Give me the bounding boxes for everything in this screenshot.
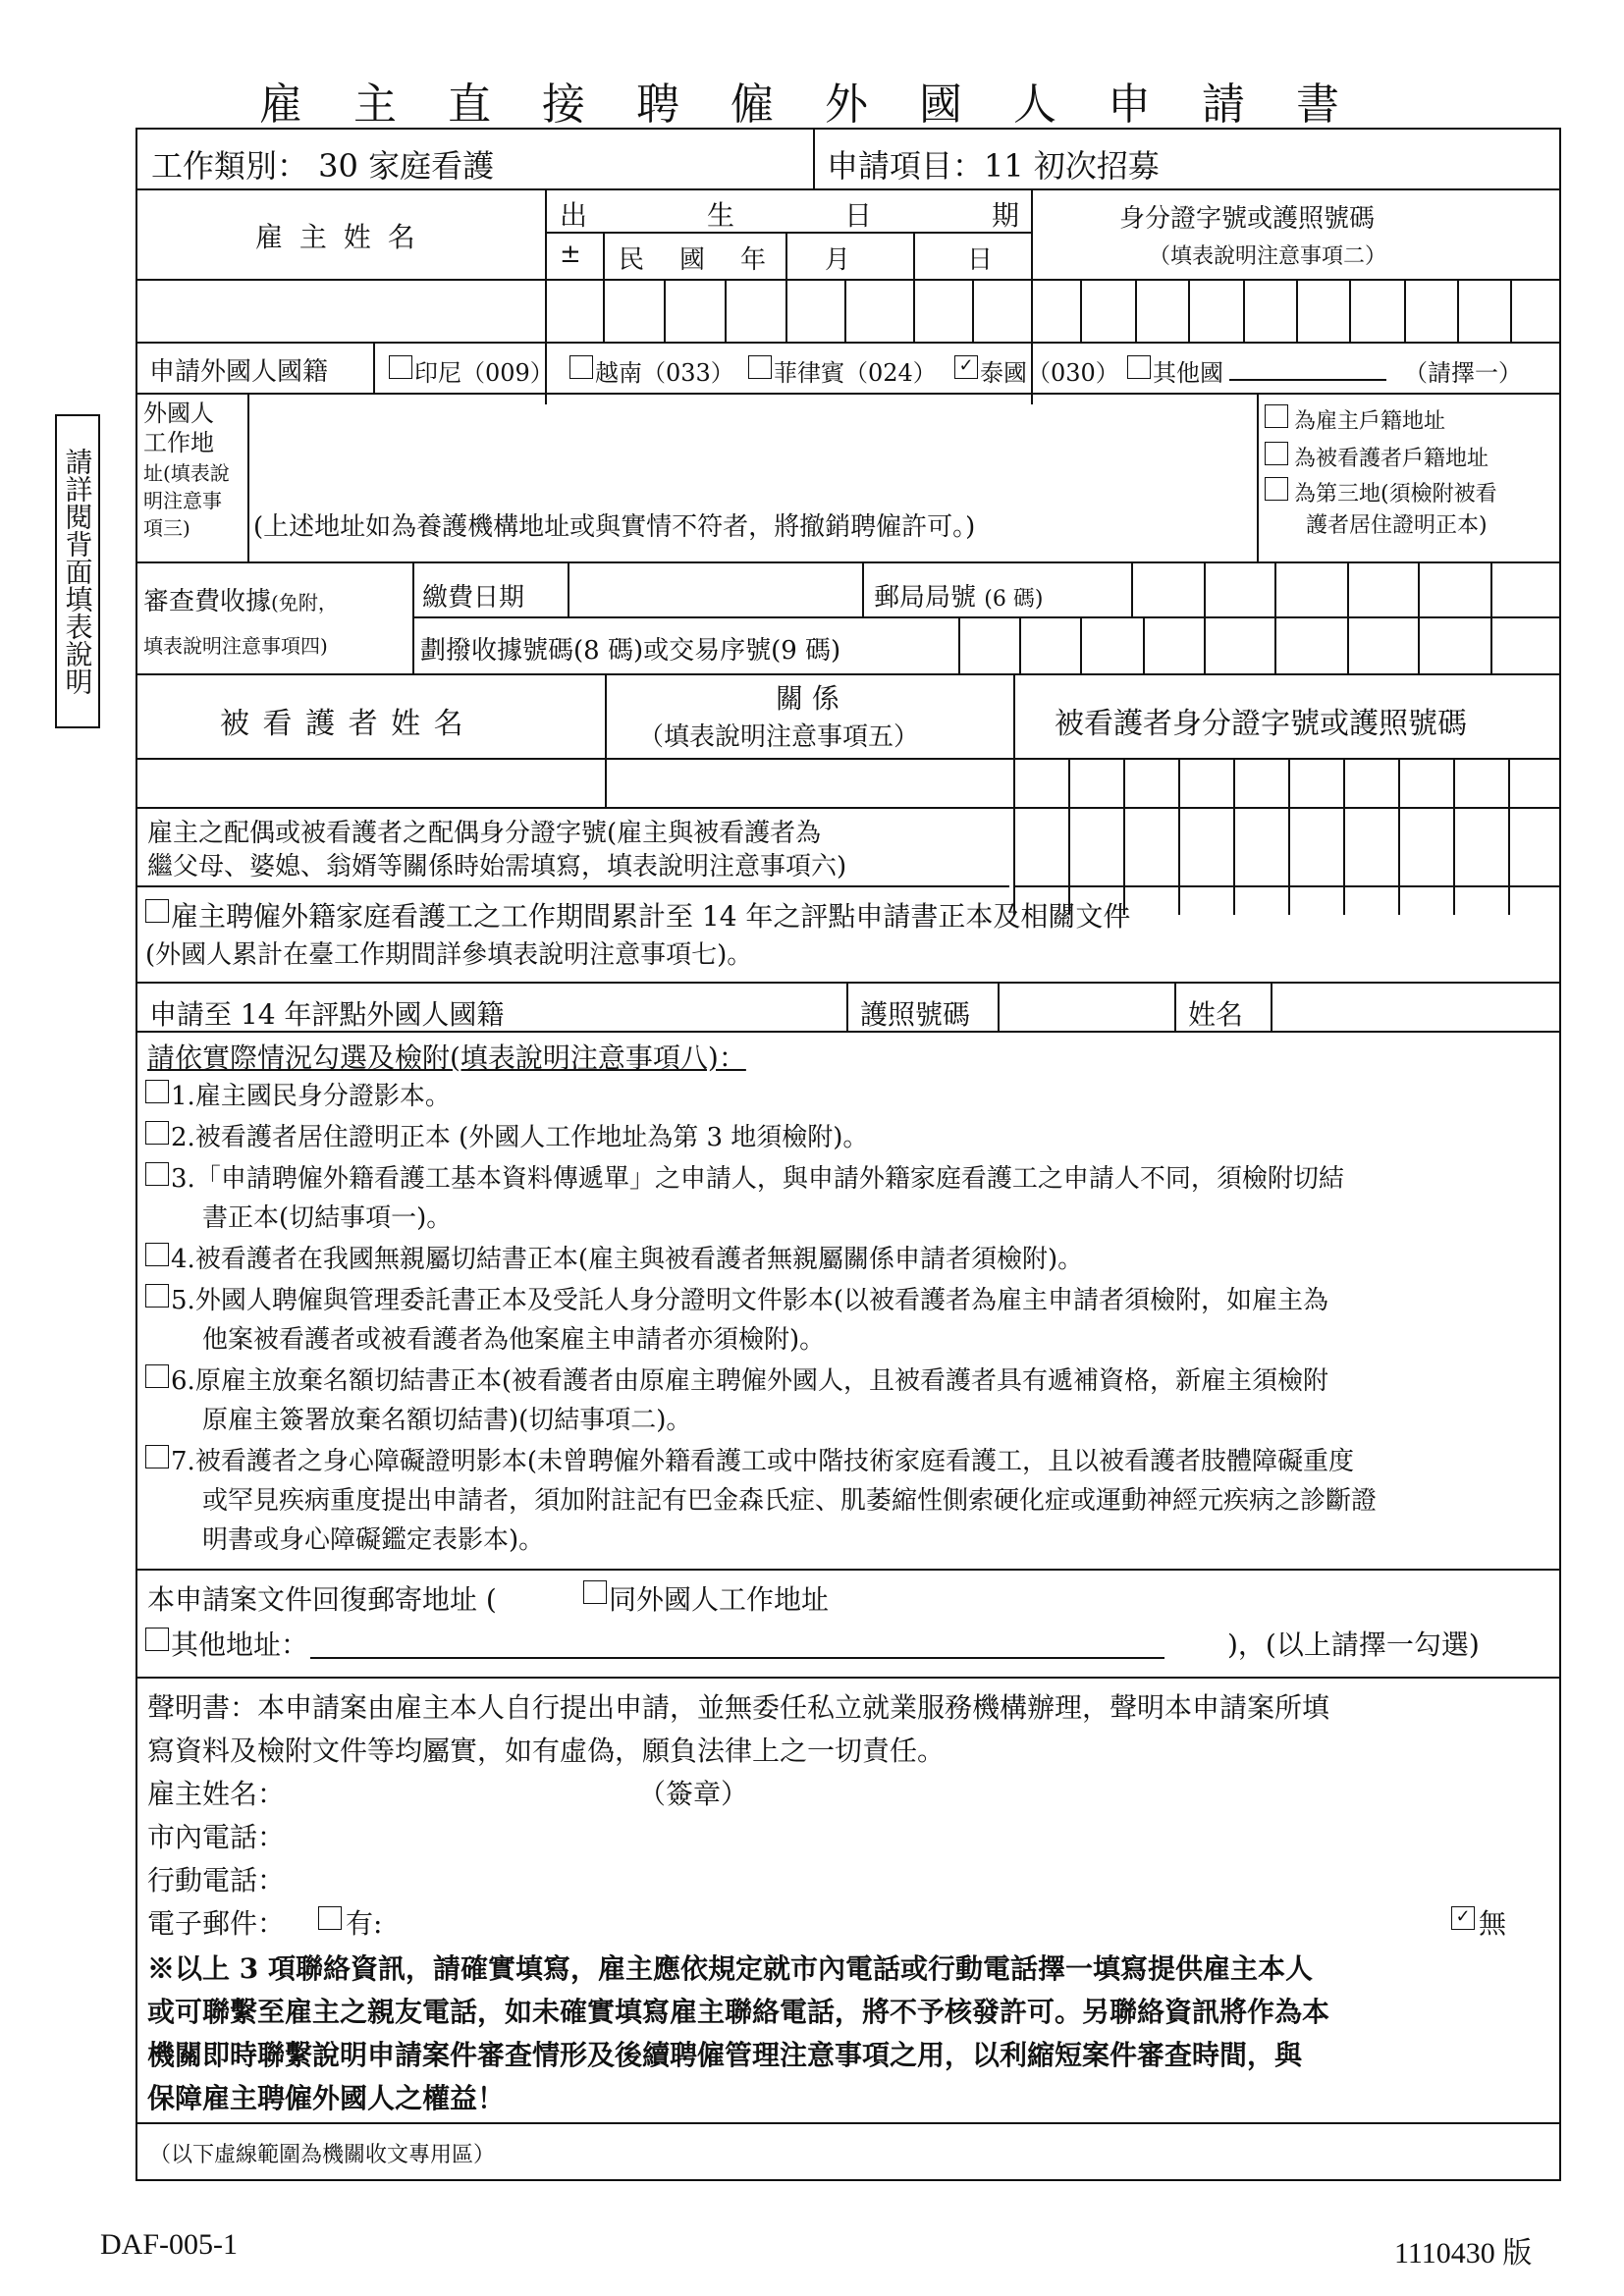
employer-signature-label: 雇主姓名： xyxy=(147,1778,286,1810)
patient-id-label: 被看護者身分證字號或護照號碼 xyxy=(1055,707,1467,741)
spouse-id-label-line1: 雇主之配偶或被看護者之配偶身分證字號(雇主與被看護者為 xyxy=(147,819,822,848)
contact-notice-line4: 保障雇主聘僱外國人之權益！ xyxy=(147,2082,506,2114)
work-address-label: 外國人 工作地 xyxy=(143,400,214,456)
fourteen-year-line2: (外國人累計在臺工作期間詳參填表說明注意事項七)。 xyxy=(145,940,753,970)
form-version: 1110430 版 xyxy=(1394,2237,1533,2269)
nationality-checkbox-thailand[interactable]: ✓ xyxy=(954,355,978,379)
fourteen-year-checkbox[interactable] xyxy=(145,899,169,923)
attachment-item-5: 5.外國人聘僱與管理委託書正本及受託人身分證明文件影本(以被看護者為雇主申請者須檢附，如雇主為 xyxy=(171,1286,1328,1315)
mailing-other-address-field[interactable] xyxy=(310,1657,1164,1659)
contact-notice-line2: 或可聯繫至雇主之親友電話，如未確實填寫雇主聯絡電話，將不予核發許可。另聯絡資訊將作為本 xyxy=(147,1996,1330,2028)
apply-item: 申請項目：11 初次招募 xyxy=(827,147,1160,185)
address-option-patient[interactable] xyxy=(1265,442,1288,465)
patient-name-label: 被 看 護 者 姓 名 xyxy=(220,707,465,741)
attachment-checkbox-4[interactable] xyxy=(145,1243,169,1266)
email-label: 電子郵件： xyxy=(147,1907,286,1940)
email-none-checkbox[interactable]: ✓ xyxy=(1451,1906,1475,1930)
mobile-label: 行動電話： xyxy=(147,1864,286,1896)
attachment-checkbox-7[interactable] xyxy=(145,1445,169,1468)
pay-date-label: 繳費日期 xyxy=(422,583,525,613)
nationality-checkbox-philippines[interactable] xyxy=(748,355,772,379)
contact-notice-line1: ※以上 3 項聯絡資訊，請確實填寫，雇主應依規定就市內電話或行動電話擇一填寫提供雇主本人 xyxy=(147,1952,1313,1985)
address-option-employer[interactable] xyxy=(1265,404,1288,428)
fourteen-year-line1: 雇主聘僱外籍家庭看護工之工作期間累計至 14 年之評點申請書正本及相關文件 xyxy=(171,900,1131,933)
declaration-line1: 聲明書：本申請案由雇主本人自行提出申請，並無委任私立就業服務機構辦理，聲明本申請案所填 xyxy=(147,1691,1330,1724)
attachment-checkbox-5[interactable] xyxy=(145,1284,169,1308)
employer-name-label: 雇 主 姓 名 xyxy=(255,221,419,253)
fourteen-passport-label: 護照號碼 xyxy=(860,998,971,1031)
attachment-checkbox-3[interactable] xyxy=(145,1162,169,1186)
address-option-third[interactable] xyxy=(1265,477,1288,501)
seal-label: （簽章） xyxy=(638,1778,749,1810)
application-form: 工作類別： 30 家庭看護 申請項目：11 初次招募 雇 主 姓 名 出 生 日 期 身分證字號或護照號碼 （填表說明注意事項二） ± 民 國 年 月 日 申請外國人國籍 印尼（009） 越南（033） 菲律賓（024） ✓ 泰國（030） 其他國 （請擇一） 外國人 工作地 址(填表說 明注意事 項三) (上述地址如為養護機構地址或與實情不符者，將撤銷聘僱許可。) 為雇主戶籍地址 為被看護者戶籍地址 為第三地(須檢附被看 護者居住證明正本) 審查費收據(免附， 填表說明注意事項四) 繳費日期 郵局局號 (6 碼) 劃撥收據號碼(8 碼)或交易序號(9 碼) 被 看 護 者 姓 名 關 係 （填表說明注意事項五） 被看護者身分證字號或護照號碼 雇主之配偶或被看護者之配偶身分證字號(雇主與被看護者為 繼父母、婆媳、翁婿等關係時始需填寫，填表說明注意事項六) 雇主聘僱外籍家庭看護工之工作期間累計至 14 年之評點申請書正本及相關文件 (外國人累計在臺工作期間詳參填表說明注意事項七)。 申請至 14 年評點外國人國籍 護照號碼 姓名 請依實際情況勾選及檢附(填表說明注意事項八)： 1.雇主國民身分證影本。 2.被看護者居住證明正本 (外國人工作地址為第 3 地須檢附)。 3.「申請聘僱外籍看護工基本資料傳遞單」之申請人，與申請外籍家庭看護工之申請人不同，須檢附切結 書正本(切結事項一)。 4.被看護者在我國無親屬切結書正本(雇主與被看護者無親屬關係申請者須檢附)。 5.外國人聘僱與管理委託書正本及受託人身分證明文件影本(以被看護者為雇主申請者須檢附，如雇主為 他案被看護者或被看護者為他案雇主申請者亦須檢附)。 6.原雇主放棄名額切結書正本(被看護者由原雇主聘僱外國人，且被看護者具有遞補資格，新雇主須檢附 原雇主簽署放棄名額切結書)(切結事項二)。 7.被看護者之身心障礙證明影本(未曾聘僱外籍看護工或中階技術家庭看護工，且以被看護者肢體障礙重度 或罕見疾病重度提出申請者，須加附註記有巴金森氏症、肌萎縮性側索硬化症或運動神經元疾病之診斷證 明書或身心障礙鑑定表影本)。 本申請案文件回復郵寄地址 ( 同外國人工作地址 其他地址： )，(以上請擇一勾選) 聲明書：本申請案由雇主本人自行提出申請，並無委任私立就業服務機構辦理，聲明本申請案所填 寫資料及檢附文件等均屬實，如有虛偽，願負法律上之一切責任。 雇主姓名： （簽章） 市內電話： 行動電話： 電子郵件： 有: ✓ 無 ※以上 3 項聯絡資訊，請確實填寫，雇主應依規定就市內電話或行動電話擇一填寫提供雇主本人 或可聯繫至雇主之親友電話，如未確實填寫雇主聯絡電話，將不予核發許可。另聯絡資訊將作為本 機關即時聯繫說明申請案件審查情形及後續聘僱管理注意事項之用，以利縮短案件審查時間，與 保障雇主聘僱外國人之權益！ （以下虛線範圍為機關收文專用區） xyxy=(135,128,1561,2181)
attachment-item-7: 7.被看護者之身心障礙證明影本(未曾聘僱外籍看護工或中階技術家庭看護工，且以被看護者肢體障礙重度 xyxy=(171,1447,1354,1476)
attachment-checkbox-6[interactable] xyxy=(145,1364,169,1388)
post-office-label: 郵局局號 (6 碼) xyxy=(874,583,1044,613)
nationality-checkbox-indonesia[interactable] xyxy=(389,355,412,379)
receipt-number-label: 劃撥收據號碼(8 碼)或交易序號(9 碼) xyxy=(420,636,841,666)
email-has-checkbox[interactable] xyxy=(318,1906,342,1930)
work-type: 工作類別： 30 家庭看護 xyxy=(151,147,495,185)
attachment-item-1: 1.雇主國民身分證影本。 xyxy=(171,1082,451,1111)
attachment-item-2: 2.被看護者居住證明正本 (外國人工作地址為第 3 地須檢附)。 xyxy=(171,1123,869,1152)
work-address-note: (上述地址如為養護機構地址或與實情不符者，將撤銷聘僱許可。) xyxy=(253,512,976,542)
spouse-id-label-line2: 繼父母、婆媳、翁婿等關係時始需填寫，填表說明注意事項六) xyxy=(147,852,847,881)
landline-label: 市內電話： xyxy=(147,1821,286,1853)
read-instructions-note: 請詳閱背面填表說明 xyxy=(55,414,100,728)
other-nationality-field[interactable] xyxy=(1229,379,1386,381)
mailing-label: 本申請案文件回復郵寄地址 ( xyxy=(147,1583,497,1616)
attachments-heading: 請依實際情況勾選及檢附(填表說明注意事項八)： xyxy=(147,1041,746,1074)
relation-label: 關 係 xyxy=(776,682,839,715)
office-use-note: （以下虛線範圍為機關收文專用區） xyxy=(149,2143,496,2167)
attachment-item-6: 6.原雇主放棄名額切結書正本(被看護者由原雇主聘僱外國人，且被看護者具有遞補資格，新雇主須檢附 xyxy=(171,1366,1328,1396)
nationality-label: 申請外國人國籍 xyxy=(149,357,329,387)
relation-note: （填表說明注意事項五） xyxy=(638,722,920,752)
declaration-line2: 寫資料及檢附文件等均屬實，如有虛偽，願負法律上之一切責任。 xyxy=(147,1735,946,1767)
fee-label: 審查費收據(免附， xyxy=(143,587,338,616)
attachment-item-4: 4.被看護者在我國無親屬切結書正本(雇主與被看護者無親屬關係申請者須檢附)。 xyxy=(171,1245,1084,1274)
nationality-checkbox-vietnam[interactable] xyxy=(569,355,593,379)
fourteen-name-label: 姓名 xyxy=(1188,998,1244,1031)
contact-notice-line3: 機關即時聯繫說明申請案件審查情形及後續聘僱管理注意事項之用，以利縮短案件審查時間，與 xyxy=(147,2039,1303,2071)
attachment-checkbox-1[interactable] xyxy=(145,1080,169,1103)
form-title: 雇主直接聘僱外國人申請書 xyxy=(259,80,1390,130)
attachment-checkbox-2[interactable] xyxy=(145,1121,169,1145)
nationality-checkbox-other[interactable] xyxy=(1127,355,1151,379)
mailing-same-checkbox[interactable] xyxy=(583,1580,607,1604)
mailing-other-checkbox[interactable] xyxy=(145,1628,169,1651)
form-code: DAF-005-1 xyxy=(100,2228,238,2261)
employer-id-note: （填表說明注意事項二） xyxy=(1149,244,1387,269)
attachment-item-3: 3.「申請聘僱外籍看護工基本資料傳遞單」之申請人，與申請外籍家庭看護工之申請人不同，須檢附切結 xyxy=(171,1164,1344,1194)
employer-id-label: 身分證字號或護照號碼 xyxy=(1119,204,1376,234)
fourteen-nationality-label: 申請至 14 年評點外國人國籍 xyxy=(149,998,505,1031)
